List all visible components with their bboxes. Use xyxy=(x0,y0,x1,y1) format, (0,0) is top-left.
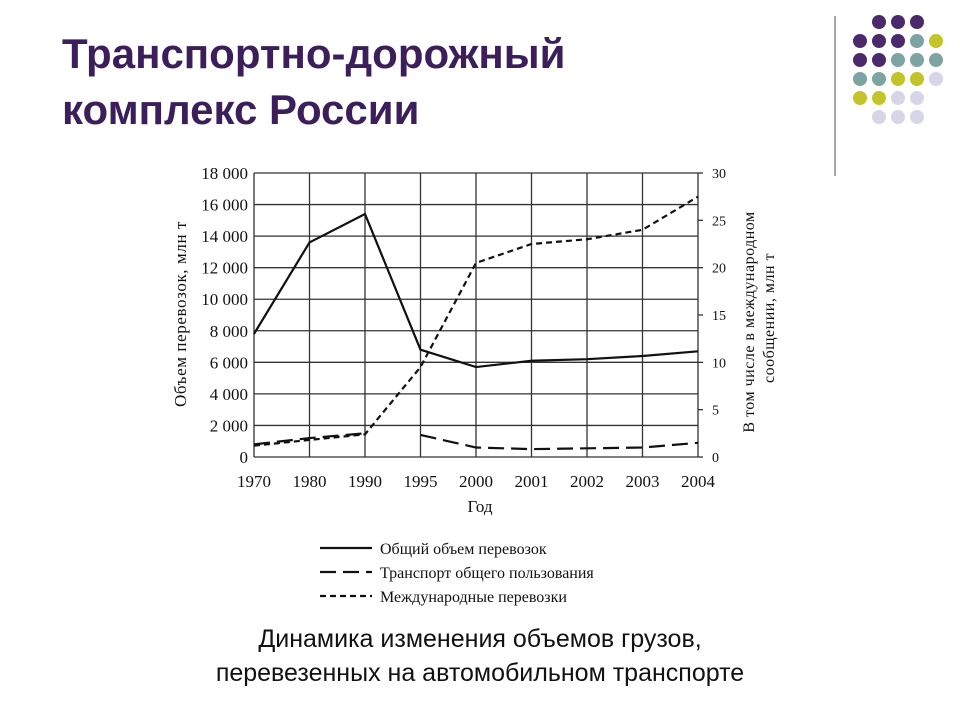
y-tick-label: 14 000 xyxy=(201,227,248,247)
x-tick-label: 2000 xyxy=(459,472,493,491)
x-tick-label: 2001 xyxy=(514,472,549,491)
y-tick-label: 2 000 xyxy=(209,416,248,436)
y-tick-label: 8 000 xyxy=(209,321,248,341)
title-line-1: Транспортно-дорожный xyxy=(62,30,566,77)
x-tick-label: 2002 xyxy=(570,472,604,491)
title-line-2: комплекс России xyxy=(62,86,420,133)
x-tick-label: 1980 xyxy=(292,472,327,491)
x-tick-label: 2003 xyxy=(625,472,660,491)
chart-grid xyxy=(254,173,698,457)
y2-tick-label: 5 xyxy=(712,403,719,419)
y-tick-label: 18 000 xyxy=(201,164,248,183)
x-tick-label: 1970 xyxy=(237,472,271,491)
y2-tick-label: 20 xyxy=(712,261,726,277)
y-tick-label: 6 000 xyxy=(209,353,248,373)
y-tick-label: 4 000 xyxy=(209,384,248,404)
y2-axis-label-line-1: В том числе в международном xyxy=(741,211,758,433)
y-tick-label: 10 000 xyxy=(201,290,248,310)
y2-tick-label: 0 xyxy=(712,451,719,466)
x-axis-label: Год xyxy=(467,497,493,516)
x-tick-label: 1995 xyxy=(403,472,438,491)
y2-tick-label: 30 xyxy=(712,167,726,182)
x-tick-label: 1990 xyxy=(348,472,382,491)
y2-axis-label-line-2: сообщении, млн т xyxy=(761,252,778,384)
y-tick-label: 16 000 xyxy=(201,195,248,215)
chart-legend xyxy=(320,541,594,606)
caption-line-1: Динамика изменения объемов грузов, xyxy=(258,625,702,653)
caption-line-2: перевезенных на автомобильном транспорте xyxy=(215,659,745,687)
y-axis-label: Объем перевозок, млн т xyxy=(171,220,190,408)
legend-label: Общий объем перевозок xyxy=(380,541,547,558)
y-tick-label: 0 xyxy=(239,448,248,467)
x-tick-label: 2004 xyxy=(681,472,715,491)
series-line-public-transport xyxy=(421,435,699,449)
y2-tick-label: 15 xyxy=(712,309,726,324)
y-tick-label: 12 000 xyxy=(201,258,248,278)
slide-caption xyxy=(100,622,860,690)
y2-tick-label: 10 xyxy=(712,356,726,372)
y2-tick-label: 25 xyxy=(712,214,726,230)
legend-label: Международные перевозки xyxy=(380,589,567,606)
legend-label: Транспорт общего пользования xyxy=(380,565,594,582)
